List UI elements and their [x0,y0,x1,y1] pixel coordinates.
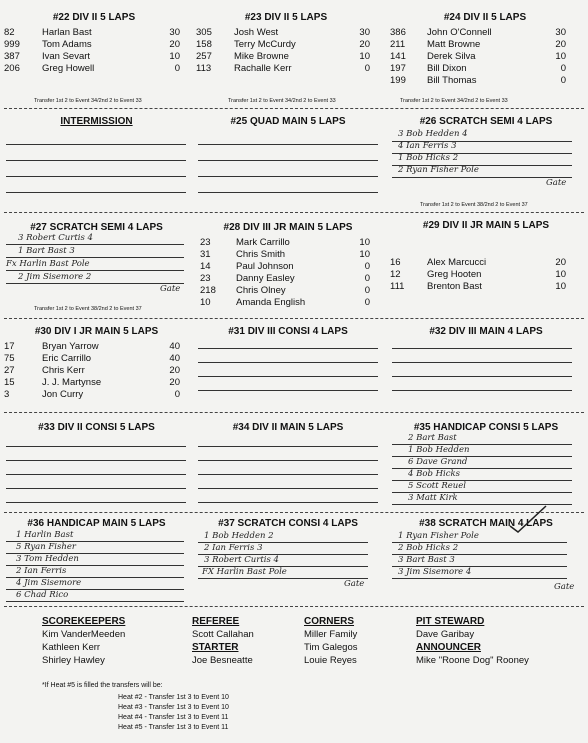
transfer-note: Transfer 1st 2 to Event 34/2nd 2 to Event 33 [400,98,508,104]
handwritten-entry: 3 Robert Curtis 4 [204,555,279,565]
handwritten-entry: 3 Robert Curtis 4 [18,233,93,243]
handwritten-entry: 1 Harlin Bast [16,530,74,540]
event-title: #36 HANDICAP MAIN 5 LAPS [27,518,166,529]
entry-line [6,144,186,145]
handwritten-entry: 5 Ryan Fisher [16,542,76,552]
handwritten-entry: 1 Bob Hedden 2 [204,531,274,541]
entry-line [392,362,572,363]
handwritten-entry: 2 Ian Ferris [16,566,67,576]
event-title: #27 SCRATCH SEMI 4 LAPS [30,222,163,233]
handwritten-entry: 1 Bob Hicks 2 [398,153,459,163]
footnote-line: Heat #3 - Transfer 1st 3 to Event 10 [118,704,229,711]
announcer-name: Mike "Roone Dog" Rooney [416,655,529,666]
pit-steward-heading: PIT STEWARD [416,616,485,627]
starter-name: Joe Besneatte [192,655,253,666]
pit-steward-name: Dave Garibay [416,629,475,640]
handwritten-entry: 2 Ian Ferris 3 [204,543,263,553]
transfer-note: Transfer 1st 2 to Event 34/2nd 2 to Event 33 [34,98,142,104]
handwritten-entry: 3 Jim Sisemore 4 [398,567,472,577]
corners-name: Louie Reyes [304,655,357,666]
entry-line [6,176,186,177]
event-title: #29 DIV II JR MAIN 5 LAPS [422,220,550,231]
entry-line [6,283,184,284]
event-title: #35 HANDICAP CONSI 5 LAPS [413,422,559,433]
scorekeepers-heading: SCOREKEEPERS [42,616,126,627]
handwritten-entry: Gate [554,582,575,592]
entry-line [6,601,184,602]
section-divider [4,606,584,607]
handwritten-entry: 1 Bob Hedden [408,445,470,455]
event-title: #24 DIV II 5 LAPS [443,12,527,23]
entry-line [198,192,378,193]
footnote-intro: *If Heat #5 is filled the transfers will be: [42,682,163,689]
entry-line [198,160,378,161]
entry-line [6,244,184,245]
entry-line [198,348,378,349]
scorekeeper-name: Kathleen Kerr [42,642,101,653]
scorekeeper-name: Kim VanderMeeden [42,629,126,640]
handwritten-entry: 1 Ryan Fisher Pole [398,531,479,541]
handwritten-entry: 3 Matt Kirk [408,493,458,503]
transfer-note: Transfer 1st 2 to Event 38/2nd 2 to Event 37 [420,202,528,208]
entry-line [392,390,572,391]
section-divider [4,512,584,513]
handwritten-entry: Gate [344,579,365,589]
event-title: #33 DIV II CONSI 5 LAPS [38,422,155,433]
handwritten-entry: 3 Bob Hedden 4 [398,129,468,139]
entry-line [6,460,186,461]
section-divider [4,318,584,319]
entry-line [6,488,186,489]
event-title: #37 SCRATCH CONSI 4 LAPS [218,518,358,529]
transfer-note: Transfer 1st 2 to Event 38/2nd 2 to Event 37 [34,306,142,312]
handwritten-entry: Fx Harlin Bast Pole [6,259,90,269]
event-title: #26 SCRATCH SEMI 4 LAPS [419,116,553,127]
handwritten-entry: 1 Bart Bast 3 [18,246,75,256]
event-title: #34 DIV II MAIN 5 LAPS [232,422,344,433]
entry-line [198,460,378,461]
event-title: #23 DIV II 5 LAPS [244,12,328,23]
heat-footnote [0,682,588,742]
entry-line [392,376,572,377]
corners-name: Tim Galegos [304,642,358,653]
starter-heading: STARTER [192,642,239,653]
entry-line [198,578,368,579]
entry-line [6,257,184,258]
referee-name: Scott Callahan [192,629,254,640]
handwritten-entry: FX Harlin Bast Pole [202,567,287,577]
handwritten-entry: 2 Bart Bast [408,433,457,443]
handwritten-entry: 2 Bob Hicks 2 [398,543,459,553]
entry-line [198,362,378,363]
handwritten-entry: 3 Tom Hedden [16,554,79,564]
handwritten-entry: 2 Ryan Fisher Pole [398,165,479,175]
entry-line [198,376,378,377]
entry-line [6,270,184,271]
entry-line [198,176,378,177]
handwritten-entry: 6 Chad Rico [16,590,69,600]
event-title: #32 DIV III MAIN 4 LAPS [429,326,543,337]
entry-line [198,446,378,447]
corners-heading: CORNERS [304,616,355,627]
handwritten-entry: 4 Bob Hicks [408,469,461,479]
handwritten-entry: Gate [160,284,181,294]
handwritten-entry: 4 Ian Ferris 3 [398,141,457,151]
section-divider [4,108,584,109]
section-divider [4,212,584,213]
entry-line [198,502,378,503]
entry-line [198,488,378,489]
entry-line [6,446,186,447]
entry-line [198,474,378,475]
handwritten-entry: 2 Jim Sisemore 2 [18,272,92,282]
section-divider [4,412,584,413]
scorekeeper-name: Shirley Hawley [42,655,105,666]
referee-heading: REFEREE [192,616,240,627]
staff-section [0,612,588,672]
handwritten-entry: 5 Scott Reuel [408,481,466,491]
event-title: #28 DIV III JR MAIN 5 LAPS [223,222,353,233]
entry-line [6,160,186,161]
handwritten-entry: Gate [546,178,567,188]
handwritten-entry: 4 Jim Sisemore [16,578,82,588]
entry-line [198,390,378,391]
entry-line [6,474,186,475]
footnote-line: Heat #5 - Transfer 1st 3 to Event 11 [118,724,229,731]
entry-line [198,144,378,145]
footnote-line: Heat #2 - Transfer 1st 3 to Event 10 [118,694,229,701]
transfer-note: Transfer 1st 2 to Event 34/2nd 2 to Event 33 [228,98,336,104]
intermission-title: INTERMISSION [60,116,133,127]
entry-line [392,578,567,579]
event-title: #38 SCRATCH MAIN 4 LAPS [419,518,553,529]
event-title: #30 DIV I JR MAIN 5 LAPS [34,326,159,337]
event-title: #22 DIV II 5 LAPS [52,12,136,23]
entry-line [392,177,572,178]
check-mark-icon [508,504,548,534]
handwritten-entry: 3 Bart Bast 3 [398,555,455,565]
entry-line [392,348,572,349]
footnote-line: Heat #4 - Transfer 1st 3 to Event 11 [118,714,229,721]
announcer-heading: ANNOUNCER [416,642,481,653]
event-title: #25 QUAD MAIN 5 LAPS [230,116,346,127]
entry-line [6,192,186,193]
entry-line [6,502,186,503]
corners-name: Miller Family [304,629,358,640]
handwritten-entry: 6 Dave Grand [408,457,468,467]
event-title: #31 DIV III CONSI 4 LAPS [228,326,348,337]
